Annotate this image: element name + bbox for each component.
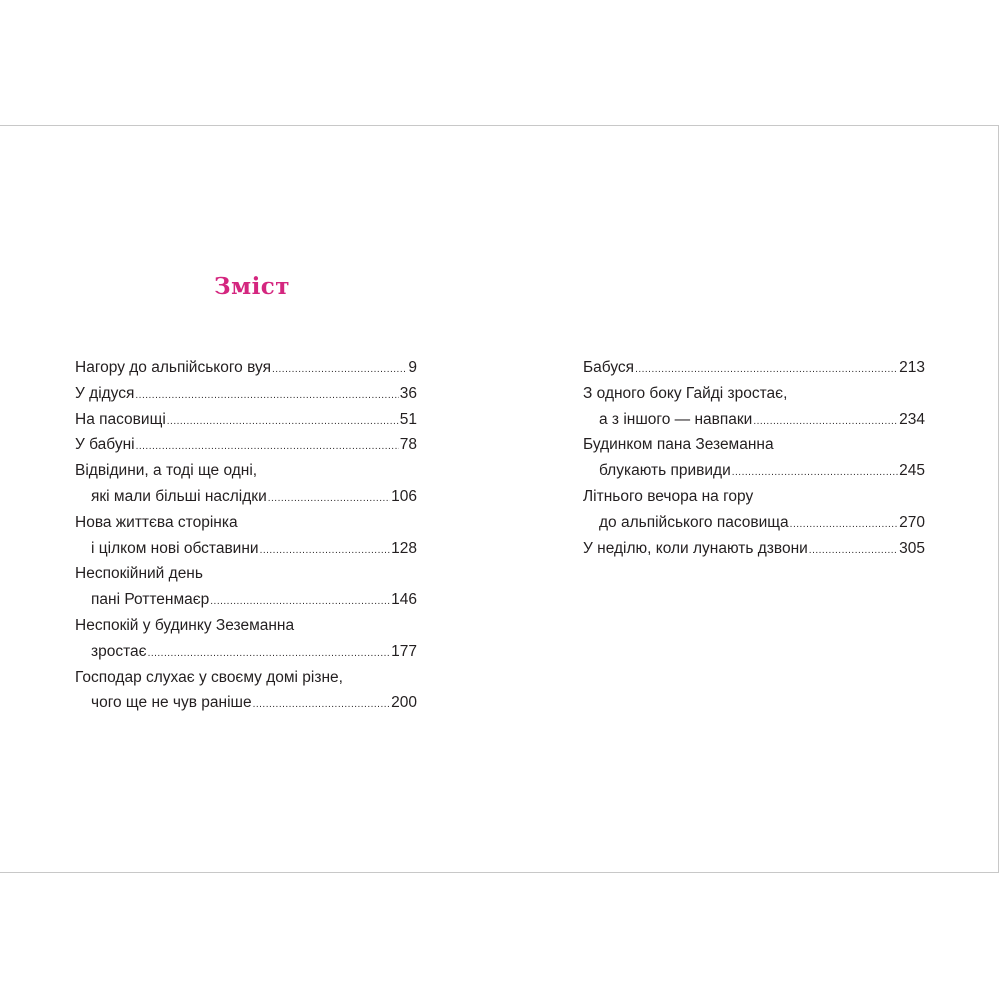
toc-line (583, 407, 925, 433)
toc-entry-title: У дідуся (75, 384, 135, 402)
toc-page-number: 234 (899, 410, 925, 428)
toc-entry (583, 432, 925, 484)
toc-line (75, 355, 417, 381)
toc-entry (75, 510, 417, 562)
toc-page-number: 305 (899, 539, 925, 557)
toc-entry-title: Літнього вечора на гору (583, 487, 754, 505)
toc-entry (583, 381, 925, 433)
toc-line (75, 484, 417, 510)
toc-page-number: 146 (391, 591, 417, 609)
toc-entry-title: чого ще не чув раніше (91, 694, 252, 712)
dot-leader (210, 589, 390, 615)
toc-entry-title: Бабуся (583, 359, 635, 376)
toc-entry (75, 458, 417, 510)
toc-page-number: 51 (399, 410, 417, 428)
dot-leader (253, 692, 391, 718)
toc-entry-title: На пасовищі (75, 410, 166, 428)
toc-entry (75, 665, 417, 717)
toc-line (75, 639, 417, 665)
dot-leader (809, 538, 898, 564)
toc-entry-title: Нова життєва сторінка (75, 513, 238, 531)
toc-entry-title: Відвідини, а тоді ще одні, (75, 462, 258, 480)
toc-page-number: 78 (399, 436, 417, 454)
toc-entry (583, 484, 925, 536)
toc-entry (75, 432, 417, 458)
toc-line (75, 510, 417, 536)
toc-line (583, 355, 925, 381)
toc-line (583, 536, 925, 562)
toc-entry-title: і цілком нові обставини (91, 539, 259, 557)
toc-page-number: 177 (391, 642, 417, 660)
toc-line (583, 458, 925, 484)
toc-page-number: 213 (899, 359, 925, 376)
toc-line (75, 381, 417, 407)
toc-line (75, 613, 417, 639)
toc-line (583, 381, 925, 407)
dot-leader (148, 641, 391, 667)
dot-leader (732, 460, 898, 486)
toc-entry (75, 381, 417, 407)
toc-entry (75, 561, 417, 613)
toc-line (75, 561, 417, 587)
dot-leader (136, 434, 399, 460)
toc-entry-title: блукають привиди (599, 462, 731, 480)
toc-entry (75, 613, 417, 665)
dot-leader (135, 383, 398, 409)
toc-line (583, 484, 925, 510)
toc-page-number: 245 (899, 462, 925, 480)
toc-page-number: 36 (399, 384, 417, 402)
toc-line (75, 536, 417, 562)
toc-entry (75, 407, 417, 433)
page-title: Зміст (214, 273, 291, 300)
toc-line (583, 510, 925, 536)
toc-right-column (583, 355, 925, 561)
toc-entry-title: З одного боку Гайді зростає, (583, 384, 788, 402)
dot-leader (753, 409, 898, 435)
dot-leader (167, 409, 399, 435)
toc-page-number: 9 (408, 359, 417, 376)
toc-entry-title: а з іншого — навпаки (599, 410, 753, 428)
dot-leader (268, 486, 390, 512)
toc-line (583, 432, 925, 458)
toc-entry-title: Неспокійний день (75, 565, 203, 583)
toc-entry-title: пані Роттенмаєр (91, 591, 210, 609)
toc-line (75, 587, 417, 613)
toc-line (75, 665, 417, 691)
dot-leader (635, 357, 898, 383)
dot-leader (790, 512, 898, 538)
dot-leader (272, 357, 407, 383)
toc-entry (583, 355, 925, 381)
toc-page-number: 106 (391, 487, 417, 505)
toc-entry-title: У бабуні (75, 436, 135, 454)
toc-entry-title: Будинком пана Зеземанна (583, 436, 774, 454)
toc-page-number: 270 (899, 513, 925, 531)
toc-line (75, 690, 417, 716)
toc-entry-title: Неспокій у будинку Зеземанна (75, 616, 295, 634)
toc-line (75, 432, 417, 458)
toc-page-number: 128 (391, 539, 417, 557)
toc-entry-title: до альпійського пасовища (599, 513, 789, 531)
toc-line (75, 407, 417, 433)
toc-entry (583, 536, 925, 562)
toc-entry-title: Господар слухає у своєму домі різне, (75, 668, 343, 686)
toc-entry-title: які мали більші наслідки (91, 487, 267, 505)
toc-left-column (75, 355, 417, 716)
toc-line (75, 458, 417, 484)
toc-entry-title: У неділю, коли лунають дзвони (583, 539, 808, 557)
toc-entry-title: Нагору до альпійського вуя (75, 359, 271, 376)
toc-page-number: 200 (391, 694, 417, 712)
dot-leader (260, 538, 391, 564)
toc-entry-title: зростає (91, 642, 147, 660)
toc-entry (75, 355, 417, 381)
